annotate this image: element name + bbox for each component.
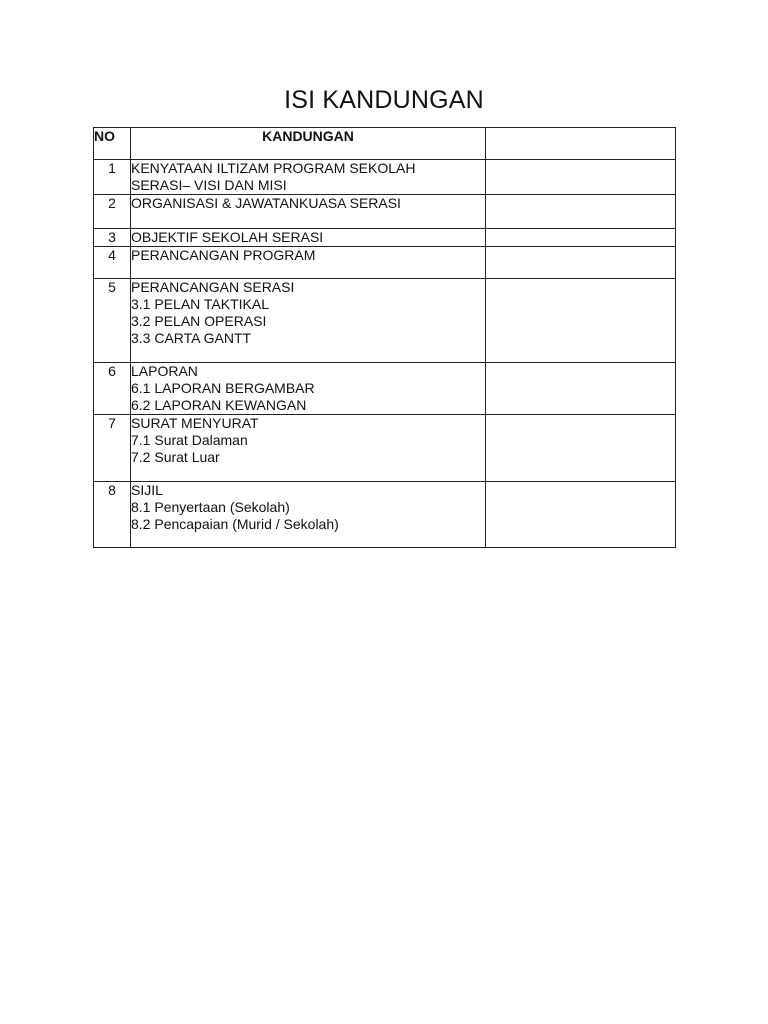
row-blank-cell — [486, 279, 676, 363]
row-content — [131, 415, 486, 482]
row-content — [131, 195, 486, 229]
row-content — [131, 247, 486, 279]
row-content — [131, 363, 486, 415]
row-blank-cell — [486, 363, 676, 415]
content-subitem: SERASI– VISI DAN MISI — [131, 177, 287, 193]
table-row — [94, 160, 676, 195]
content-heading: PERANCANGAN PROGRAM — [131, 247, 316, 263]
row-content — [131, 482, 486, 548]
content-subitem: 6.2 LAPORAN KEWANGAN — [131, 397, 307, 413]
table-row — [94, 195, 676, 229]
content-heading: LAPORAN — [131, 363, 198, 379]
row-number: 5 — [94, 279, 131, 363]
header-content: KANDUNGAN — [131, 128, 486, 160]
header-blank — [486, 128, 676, 160]
table-row — [94, 363, 676, 415]
row-number: 4 — [94, 247, 131, 279]
content-subitem: 7.1 Surat Dalaman — [131, 432, 248, 448]
content-subitem: 8.2 Pencapaian (Murid / Sekolah) — [131, 516, 339, 532]
content-subitem: 6.1 LAPORAN BERGAMBAR — [131, 380, 315, 396]
row-content — [131, 160, 486, 195]
table-row — [94, 229, 676, 247]
row-blank-cell — [486, 482, 676, 548]
content-subitem: 8.1 Penyertaan (Sekolah) — [131, 499, 290, 515]
row-number: 2 — [94, 195, 131, 229]
content-heading: ORGANISASI & JAWATANKUASA SERASI — [131, 195, 401, 211]
content-subitem: 7.2 Surat Luar — [131, 449, 220, 465]
content-heading: SIJIL — [131, 482, 163, 498]
row-blank-cell — [486, 247, 676, 279]
row-number: 7 — [94, 415, 131, 482]
row-blank-cell — [486, 195, 676, 229]
row-number: 3 — [94, 229, 131, 247]
content-heading: PERANCANGAN SERASI — [131, 279, 295, 295]
row-number: 6 — [94, 363, 131, 415]
content-subitem: 3.3 CARTA GANTT — [131, 330, 252, 346]
table-header-row — [94, 128, 676, 160]
header-no: NO — [94, 128, 131, 160]
content-heading: KENYATAAN ILTIZAM PROGRAM SEKOLAH — [131, 160, 416, 176]
row-content — [131, 279, 486, 363]
table-row — [94, 415, 676, 482]
row-blank-cell — [486, 415, 676, 482]
row-blank-cell — [486, 160, 676, 195]
row-number: 1 — [94, 160, 131, 195]
row-blank-cell — [486, 229, 676, 247]
table-row — [94, 247, 676, 279]
table-row — [94, 482, 676, 548]
contents-table — [93, 127, 676, 548]
content-heading: OBJEKTIF SEKOLAH SERASI — [131, 229, 324, 245]
row-number: 8 — [94, 482, 131, 548]
page-title: ISI KANDUNGAN — [284, 86, 484, 114]
content-subitem: 3.1 PELAN TAKTIKAL — [131, 296, 269, 312]
content-subitem: 3.2 PELAN OPERASI — [131, 313, 267, 329]
table-body — [94, 160, 676, 548]
content-heading: SURAT MENYURAT — [131, 415, 259, 431]
table-row — [94, 279, 676, 363]
row-content — [131, 229, 486, 247]
